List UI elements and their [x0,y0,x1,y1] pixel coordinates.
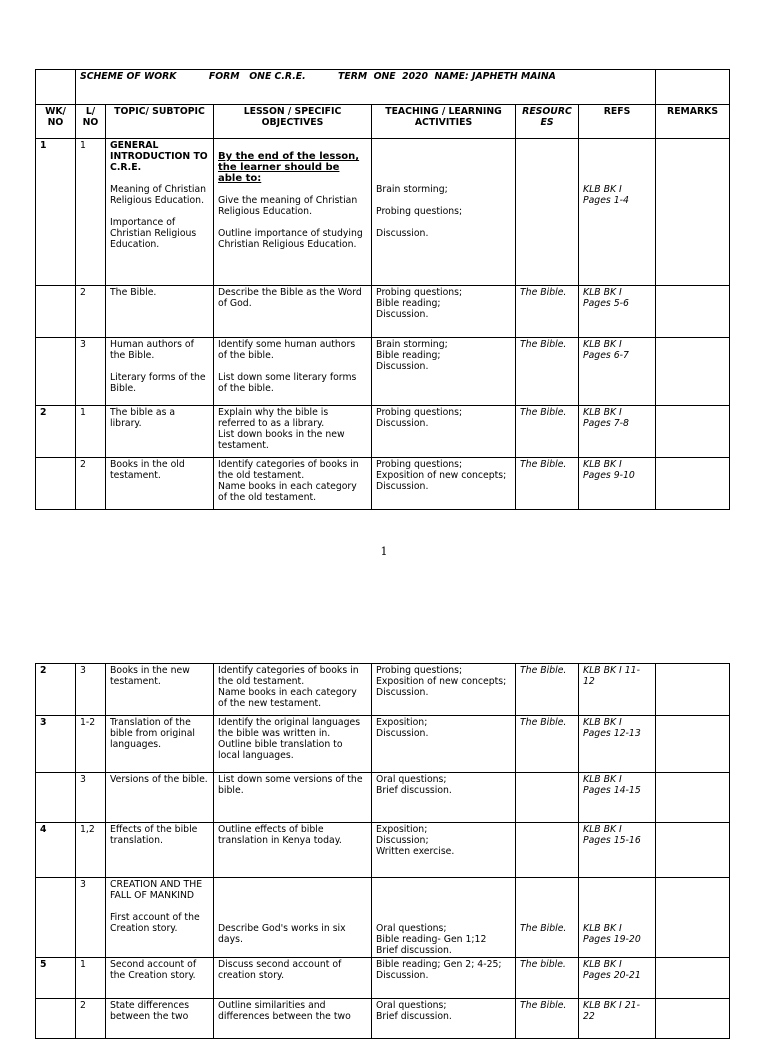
topic-cell: GENERAL INTRODUCTION TO C.R.E. Meaning of Christian Religious Education. Importance of Christian Religious Education. [106,139,214,286]
lesson-cell: 3 [76,338,106,406]
resources-cell: The Bible. [516,286,579,338]
week-cell [36,458,76,510]
resources-cell: The bible. [516,958,579,999]
week-cell: 3 [36,716,76,773]
remarks-cell [656,716,730,773]
table-row [36,664,730,716]
header-objectives: LESSON / SPECIFIC OBJECTIVES [214,105,372,139]
term-label: TERM ONE 2020 NAME: JAPHETH MAINA [338,71,556,82]
objectives-cell: Identify some human authors of the bible. List down some literary forms of the bible. [214,338,372,406]
remarks-cell [656,458,730,510]
table-row [36,878,730,958]
activities-cell: Oral questions; Bible reading- Gen 1;12 Brief discussion. [372,878,516,958]
refs-cell: KLB BK I Pages 7-8 [579,406,656,458]
activities-cell: Probing questions; Discussion. [372,406,516,458]
table-row [36,458,730,510]
week-cell: 1 [36,139,76,286]
lesson-cell: 2 [76,458,106,510]
objectives-cell: Describe God's works in six days. [214,878,372,958]
activities-cell: Probing questions; Exposition of new concepts; Discussion. [372,664,516,716]
topic-cell: State differences between the two [106,999,214,1039]
resources-cell: The Bible. [516,338,579,406]
activities-cell: Oral questions; Brief discussion. [372,773,516,823]
remarks-cell [656,878,730,958]
refs-cell: KLB BK I Pages 15-16 [579,823,656,878]
remarks-cell [656,338,730,406]
objectives-cell: By the end of the lesson, the learner should be able to: Give the meaning of Christian Religious Education. Outline importance of studying Christian Religious Education. [214,139,372,286]
lesson-cell: 1 [76,139,106,286]
remarks-cell [656,139,730,286]
activities-cell: Exposition; Discussion. [372,716,516,773]
week-cell [36,878,76,958]
header-activities: TEACHING / LEARNING ACTIVITIES [372,105,516,139]
table-row [36,286,730,338]
header-refs: REFS [579,105,656,139]
header-row [36,105,730,139]
resources-cell: The Bible. [516,664,579,716]
activities-cell: Brain storming; Probing questions; Discussion. [372,139,516,286]
objectives-intro: By the end of the lesson, the learner should be able to: [218,151,360,184]
lesson-cell: 2 [76,999,106,1039]
topic-cell: Second account of the Creation story. [106,958,214,999]
topic-cell: The Bible. [106,286,214,338]
objectives-cell: Explain why the bible is referred to as a library. List down books in the new testament. [214,406,372,458]
week-cell [36,773,76,823]
table-row [36,773,730,823]
remarks-cell [656,286,730,338]
week-cell [36,338,76,406]
title-row [36,70,730,105]
scheme-table-page-1 [35,69,730,510]
topic-cell: Versions of the bible. [106,773,214,823]
lesson-cell: 3 [76,878,106,958]
activities-cell: Probing questions; Exposition of new concepts; Discussion. [372,458,516,510]
remarks-cell [656,999,730,1039]
header-topic: TOPIC/ SUBTOPIC [106,105,214,139]
resources-cell: The Bible. [516,999,579,1039]
scheme-label: SCHEME OF WORK [80,71,177,82]
refs-cell: KLB BK I 11-12 [579,664,656,716]
objectives-cell: Identify categories of books in the old testament. Name books in each category of the old testament. [214,458,372,510]
refs-cell: KLB BK I Pages 1-4 [579,139,656,286]
header-resources: RESOURC ES [516,105,579,139]
objectives-cell: Identify the original languages the bible was written in. Outline bible translation to local languages. [214,716,372,773]
resources-cell [516,139,579,286]
topic-cell: Translation of the bible from original languages. [106,716,214,773]
remarks-cell [656,823,730,878]
resources-cell: The Bible. [516,878,579,958]
topic-cell: CREATION AND THE FALL OF MANKIND First account of the Creation story. [106,878,214,958]
lesson-cell: 1 [76,958,106,999]
lesson-cell: 2 [76,286,106,338]
resources-cell [516,823,579,878]
refs-cell: KLB BK I Pages 5-6 [579,286,656,338]
page-2 [0,640,768,1024]
lesson-cell: 1-2 [76,716,106,773]
refs-cell: KLB BK I Pages 19-20 [579,878,656,958]
lesson-cell: 3 [76,664,106,716]
header-wk: WK/ NO [36,105,76,139]
week-cell: 2 [36,664,76,716]
lesson-cell: 3 [76,773,106,823]
remarks-cell [656,664,730,716]
scheme-title [76,70,656,105]
resources-cell [516,773,579,823]
refs-cell: KLB BK I Pages 20-21 [579,958,656,999]
remarks-cell [656,406,730,458]
lesson-cell: 1,2 [76,823,106,878]
week-cell: 4 [36,823,76,878]
activities-cell: Brain storming; Bible reading; Discussion. [372,338,516,406]
refs-cell: KLB BK I Pages 14-15 [579,773,656,823]
resources-cell: The Bible. [516,716,579,773]
form-label: FORM ONE C.R.E. [208,71,306,82]
table-row [36,823,730,878]
week-cell: 2 [36,406,76,458]
topic-cell: Books in the new testament. [106,664,214,716]
topic-heading: GENERAL INTRODUCTION TO C.R.E. [110,140,208,173]
resources-cell: The Bible. [516,406,579,458]
topic-cell: Effects of the bible translation. [106,823,214,878]
topic-cell: Books in the old testament. [106,458,214,510]
table-row [36,958,730,999]
topic-cell: The bible as a library. [106,406,214,458]
activities-cell: Oral questions; Brief discussion. [372,999,516,1039]
table-row [36,139,730,286]
remarks-cell [656,773,730,823]
objectives-cell: Outline effects of bible translation in Kenya today. [214,823,372,878]
refs-cell: KLB BK I 21-22 [579,999,656,1039]
objectives-cell: Discuss second account of creation story. [214,958,372,999]
header-remarks: REMARKS [656,105,730,139]
topic-heading: CREATION AND THE FALL OF MANKIND [110,879,203,901]
refs-cell: KLB BK I Pages 12-13 [579,716,656,773]
activities-cell: Probing questions; Bible reading; Discussion. [372,286,516,338]
header-lno: L/ NO [76,105,106,139]
scheme-table-page-2 [35,663,730,1039]
objectives-cell: Identify categories of books in the old testament. Name books in each category of the new testament. [214,664,372,716]
objectives-cell: Describe the Bible as the Word of God. [214,286,372,338]
objectives-cell: Outline similarities and differences between the two [214,999,372,1039]
activities-cell: Bible reading; Gen 2; 4-25; Discussion. [372,958,516,999]
activities-cell: Exposition; Discussion; Written exercise. [372,823,516,878]
table-row [36,716,730,773]
remarks-cell [656,958,730,999]
week-cell [36,999,76,1039]
week-cell: 5 [36,958,76,999]
refs-cell: KLB BK I Pages 6-7 [579,338,656,406]
table-row [36,338,730,406]
table-row [36,406,730,458]
page-number: 1 [380,545,388,558]
objectives-cell: List down some versions of the bible. [214,773,372,823]
table-row [36,999,730,1039]
topic-cell: Human authors of the Bible. Literary forms of the Bible. [106,338,214,406]
resources-cell: The Bible. [516,458,579,510]
lesson-cell: 1 [76,406,106,458]
refs-cell: KLB BK I Pages 9-10 [579,458,656,510]
week-cell [36,286,76,338]
